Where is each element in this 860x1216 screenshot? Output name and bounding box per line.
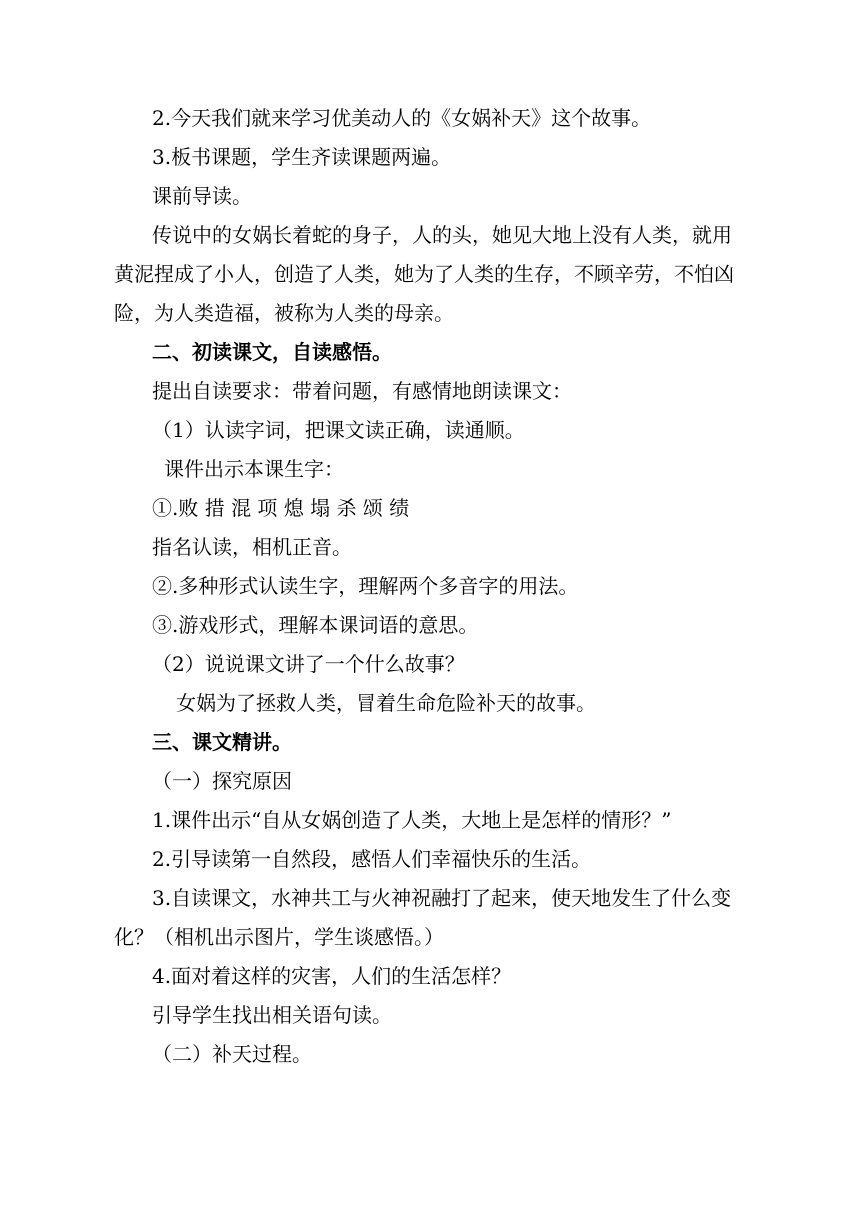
text-line-22: 化？（相机出示图片，学生谈感悟。） (114, 925, 444, 949)
text-line-8: 提出自读要求：带着问题，有感情地朗读课文： (152, 379, 572, 403)
text-line-25: （二）补天过程。 (152, 1042, 312, 1066)
text-line-16: 女娲为了拯救人类，冒着生命危险补天的故事。 (176, 691, 596, 715)
text-line-18: （一）探究原因 (152, 769, 292, 793)
text-line-19: 1.课件出示“自从女娲创造了人类，大地上是怎样的情形？” (152, 808, 672, 832)
text-line-12: 指名认读，相机正音。 (152, 535, 352, 559)
text-line-14: ③.游戏形式，理解本课词语的意思。 (152, 613, 479, 637)
section-heading-2: 二、初读课文，自读感悟。 (152, 340, 392, 364)
text-line-15: （2）说说课文讲了一个什么故事？ (152, 652, 465, 676)
text-line-5: 黄泥捏成了小人，创造了人类，她为了人类的生存，不顾辛劳，不怕凶 (114, 262, 734, 286)
text-line-13: ②.多种形式认读生字，理解两个多音字的用法。 (152, 574, 579, 598)
text-line-1: 2.今天我们就来学习优美动人的《女娲补天》这个故事。 (152, 106, 652, 130)
text-line-9: （1）认读字词，把课文读正确，读通顺。 (152, 418, 525, 442)
text-line-24: 引导学生找出相关语句读。 (152, 1003, 392, 1027)
section-heading-3: 三、课文精讲。 (152, 730, 292, 754)
text-line-3: 课前导读。 (152, 184, 252, 208)
text-line-2: 3.板书课题，学生齐读课题两遍。 (152, 145, 452, 169)
text-line-4: 传说中的女娲长着蛇的身子，人的头，她见大地上没有人类，就用 (152, 223, 732, 247)
text-line-23: 4.面对着这样的灾害，人们的生活怎样？ (152, 964, 512, 988)
character-list-line: ①.败 措 混 项 熄 塌 杀 颂 绩 (152, 496, 410, 520)
text-line-10: 课件出示本课生字： (164, 457, 344, 481)
text-line-21: 3.自读课文，水神共工与火神祝融打了起来，使天地发生了什么变 (152, 886, 732, 910)
text-line-20: 2.引导读第一自然段，感悟人们幸福快乐的生活。 (152, 847, 592, 871)
text-line-6: 险，为人类造福，被称为人类的母亲。 (114, 301, 454, 325)
